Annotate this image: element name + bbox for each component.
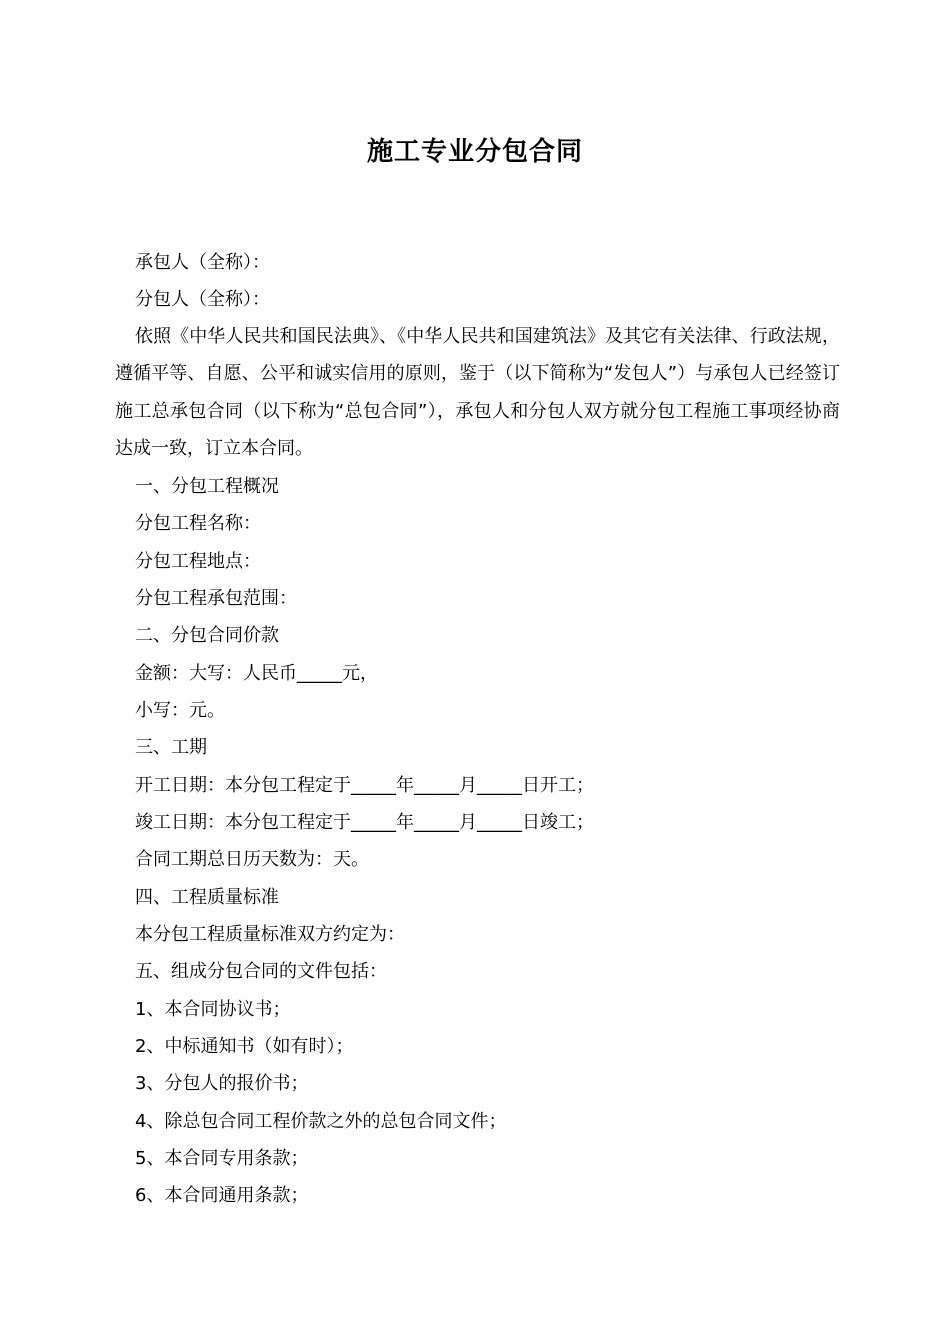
quality-standard-line: 本分包工程质量标准双方约定为： (135, 924, 405, 945)
intro-paragraph: 依照《中华人民共和国民法典》、《中华人民共和国建筑法》及其它有关法律、行政法规，遵循平等、自愿、公平和诚实信用的原则，鉴于（以下简称为“发包人”）与承包人已经签订施工总承包合同（以下称为“总包合同”），承包人和分包人双方就分包工程施工事项经协商达成一致，订立本合同。 (115, 326, 840, 460)
document-item-6: 6、本合同通用条款； (135, 1185, 309, 1206)
document-item-3: 3、分包人的报价书； (135, 1073, 309, 1094)
total-days-line: 合同工期总日历天数为：天。 (135, 849, 369, 870)
section-heading-quality: 四、工程质量标准 (135, 887, 279, 908)
amount-uppercase-line: 金额：大写：人民币_____元， (135, 663, 378, 684)
completion-date-line: 竣工日期：本分包工程定于_____年_____月_____日竣工； (135, 812, 594, 833)
project-location-line: 分包工程地点： (135, 551, 261, 572)
document-title: 施工专业分包合同 (366, 137, 583, 167)
document-item-5: 5、本合同专用条款； (135, 1148, 309, 1169)
section-heading-overview: 一、分包工程概况 (135, 476, 279, 497)
contractor-name-line: 承包人（全称）： (135, 252, 270, 273)
document-item-1: 1、本合同协议书； (135, 999, 291, 1020)
document-item-2: 2、中标通知书（如有时）； (135, 1036, 354, 1057)
start-date-line: 开工日期：本分包工程定于_____年_____月_____日开工； (135, 775, 594, 796)
amount-lowercase-line: 小写：元。 (135, 700, 225, 721)
section-heading-schedule: 三、工期 (135, 737, 207, 758)
project-scope-line: 分包工程承包范围： (135, 588, 297, 609)
project-name-line: 分包工程名称： (135, 513, 261, 534)
section-heading-price: 二、分包合同价款 (135, 625, 279, 646)
subcontractor-name-line: 分包人（全称）： (135, 289, 270, 310)
section-heading-documents: 五、组成分包合同的文件包括： (135, 961, 387, 982)
document-item-4: 4、除总包合同工程价款之外的总包合同文件； (135, 1111, 507, 1132)
